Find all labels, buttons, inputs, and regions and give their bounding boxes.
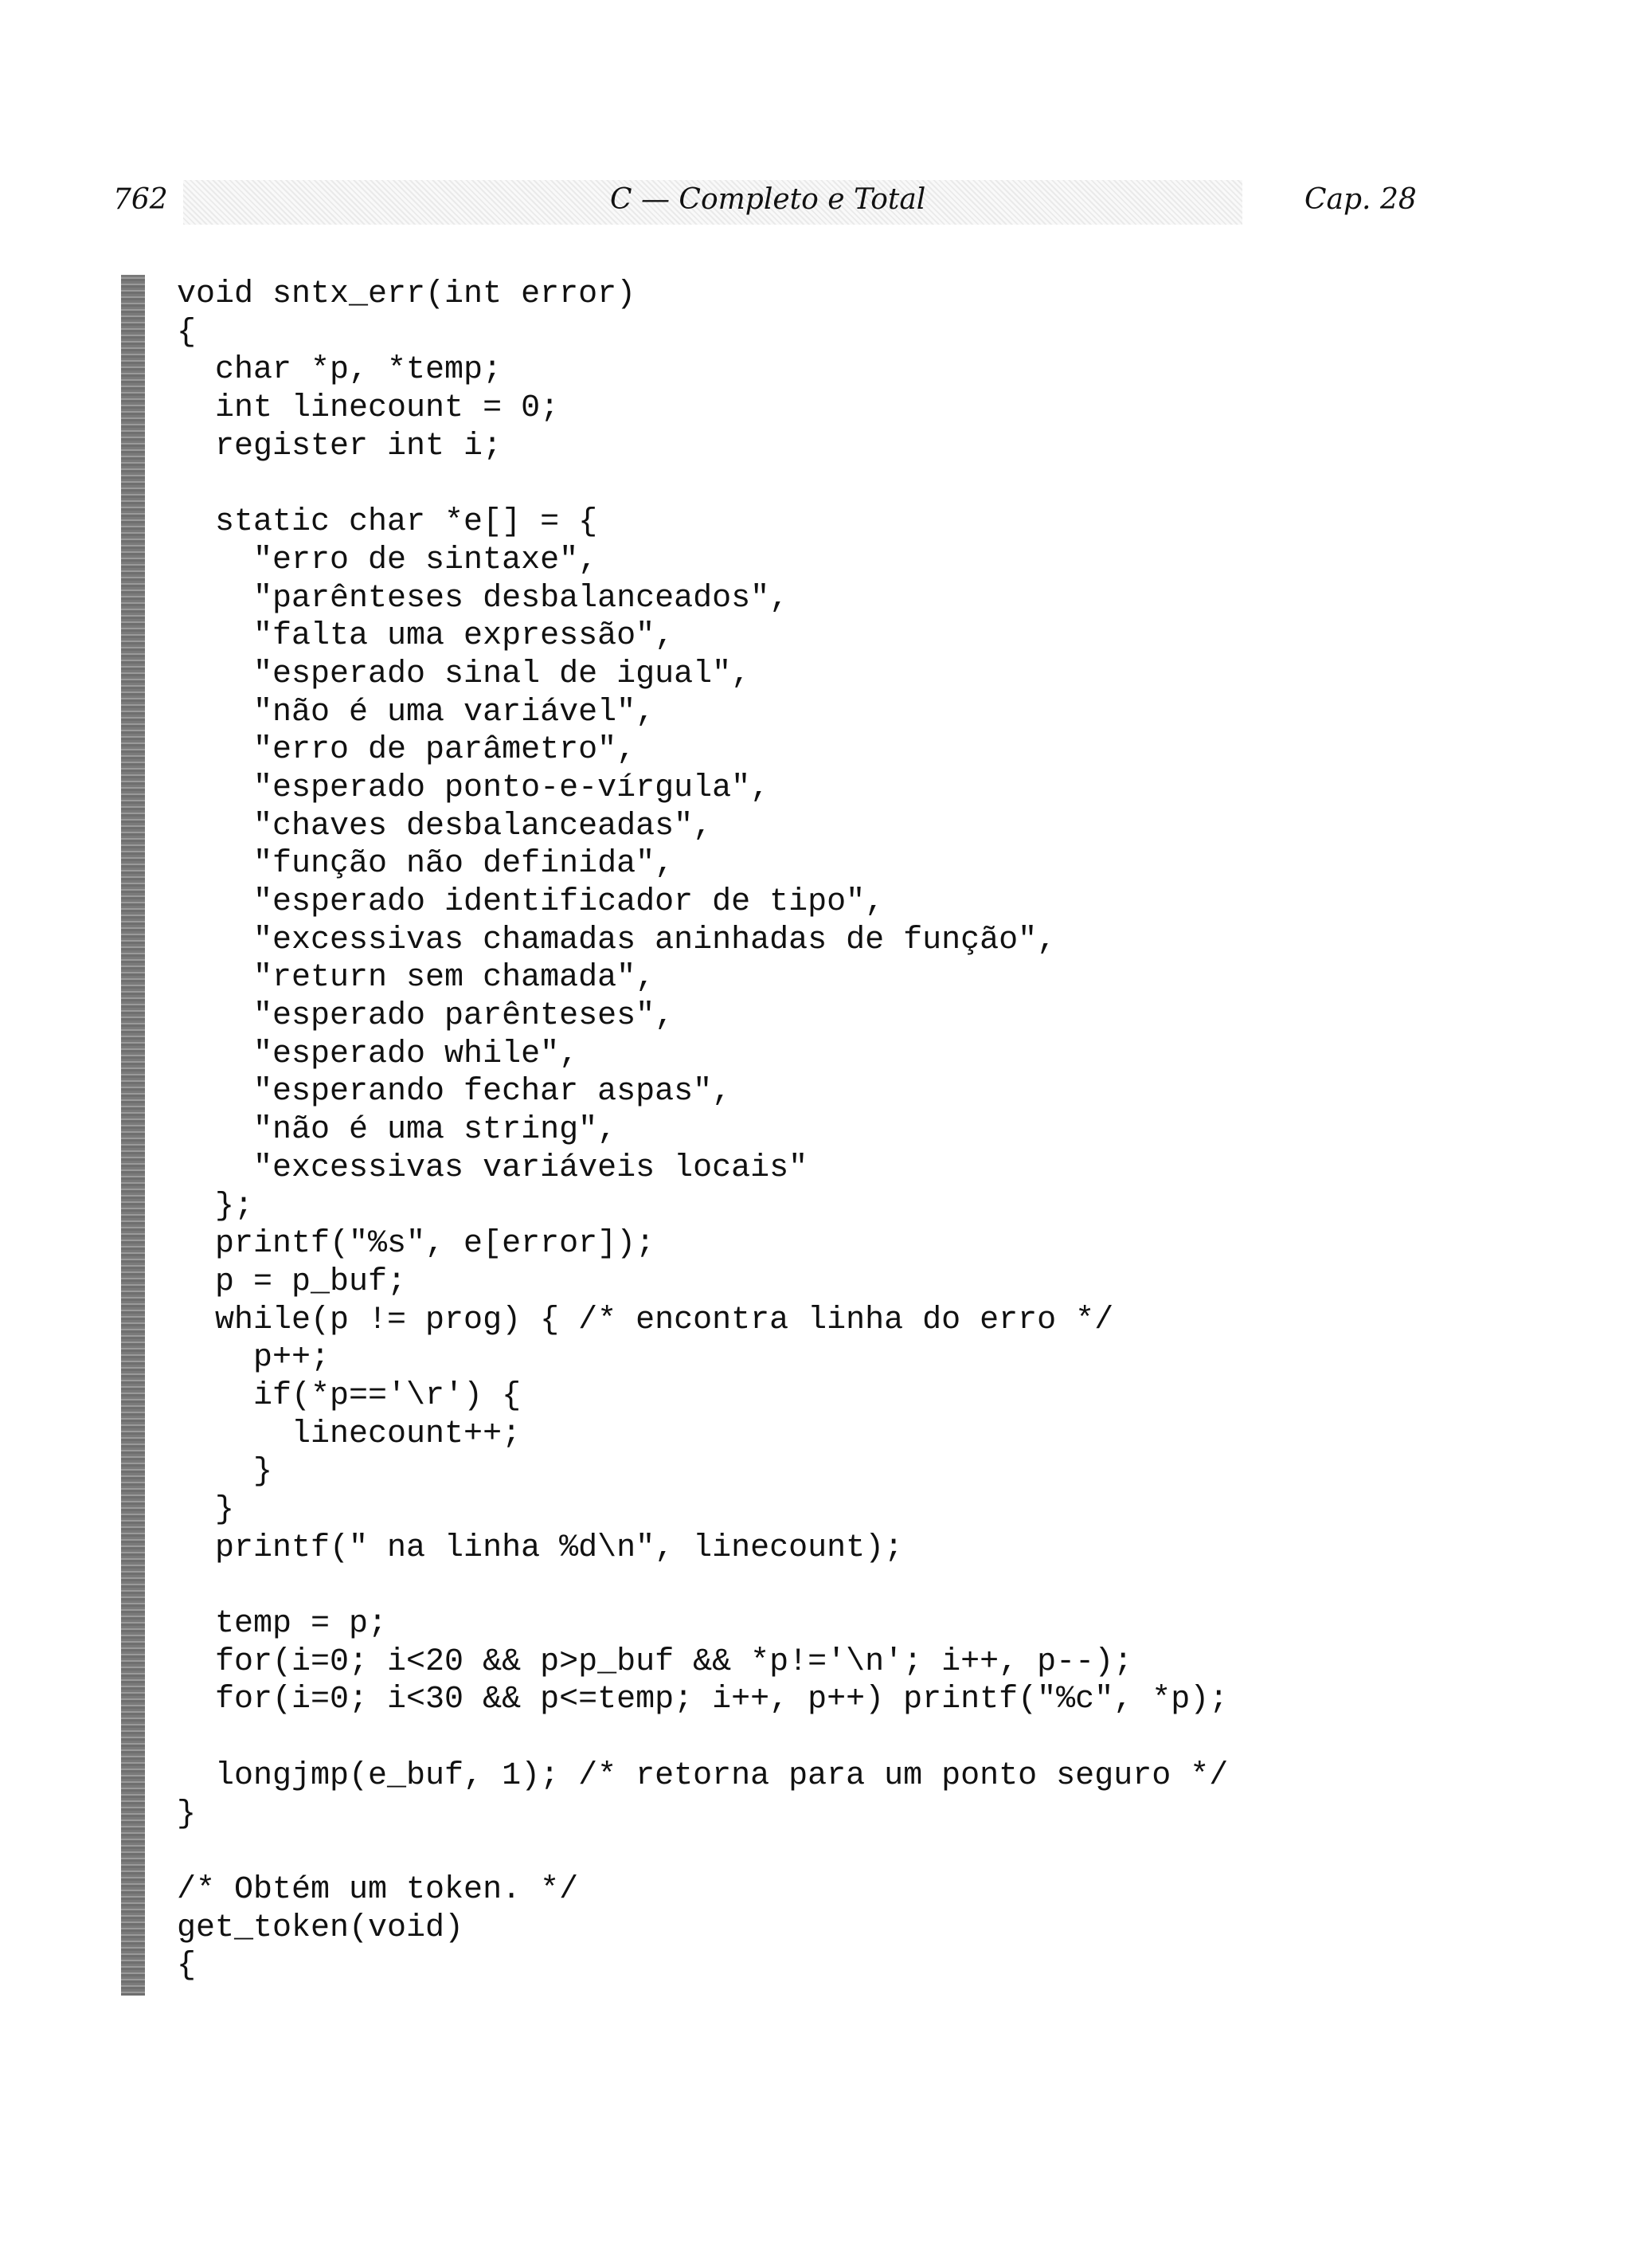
code-line: if(*p=='\r') { [177, 1377, 522, 1414]
code-line: for(i=0; i<30 && p<=temp; i++, p++) printf("%c", *p); [177, 1682, 1229, 1718]
code-line: "erro de sintaxe", [177, 542, 598, 578]
page-header [0, 174, 1631, 229]
code-line: } [177, 1492, 235, 1528]
code-line: "excessivas chamadas aninhadas de função", [177, 922, 1057, 958]
code-line: "esperado ponto-e-vírgula", [177, 770, 770, 806]
chapter-label: Cap. 28 [1304, 183, 1417, 216]
code-line: "falta uma expressão", [177, 618, 675, 655]
code-line: temp = p; [177, 1606, 388, 1643]
code-line [177, 1567, 1228, 1605]
code-line: "esperado while", [177, 1036, 579, 1072]
code-line: "esperado identificador de tipo", [177, 884, 885, 920]
code-line: "função não definida", [177, 846, 675, 883]
code-line: static char *e[] = { [177, 504, 598, 541]
code-line: "erro de parâmetro", [177, 732, 636, 769]
code-line: p = p_buf; [177, 1263, 407, 1300]
code-line: for(i=0; i<20 && p>p_buf && *p!='\n'; i++, p--); [177, 1643, 1133, 1680]
code-line: } [177, 1796, 197, 1832]
code-line: /* Obtém um token. */ [177, 1871, 579, 1908]
code-line: } [177, 1454, 273, 1490]
code-line: p++; [177, 1340, 331, 1377]
code-margin-bar [121, 275, 145, 1996]
code-line: "esperado sinal de igual", [177, 656, 751, 692]
page-number: 762 [113, 183, 168, 216]
code-line: while(p != prog) { /* encontra linha do erro */ [177, 1302, 1114, 1338]
code-line: "não é uma variável", [177, 694, 655, 731]
code-line: { [177, 1948, 197, 1984]
code-line: register int i; [177, 428, 503, 464]
code-line: printf("%s", e[error]); [177, 1226, 655, 1263]
code-line: "chaves desbalanceadas", [177, 808, 713, 844]
running-title: C — Completo e Total [610, 183, 926, 216]
code-line: get_token(void) [177, 1910, 464, 1946]
code-line: }; [177, 1188, 254, 1224]
code-line: "esperado parênteses", [177, 998, 675, 1035]
code-line: "return sem chamada", [177, 960, 655, 997]
code-line [177, 465, 1228, 503]
code-line: printf(" na linha %d\n", linecount); [177, 1530, 904, 1566]
code-line: { [177, 314, 197, 351]
code-line [177, 1833, 1228, 1871]
code-line [177, 1719, 1228, 1757]
code-line: "excessivas variáveis locais" [177, 1150, 808, 1186]
code-listing [177, 276, 1228, 1985]
code-line: char *p, *temp; [177, 352, 503, 389]
code-line: "não é uma string", [177, 1112, 617, 1149]
code-line: "esperando fechar aspas", [177, 1074, 732, 1110]
code-line: longjmp(e_buf, 1); /* retorna para um ponto seguro */ [177, 1757, 1229, 1794]
code-line: void sntx_err(int error) [177, 276, 636, 312]
code-line: "parênteses desbalanceados", [177, 580, 789, 617]
code-line: int linecount = 0; [177, 390, 560, 427]
code-line: linecount++; [177, 1416, 522, 1452]
